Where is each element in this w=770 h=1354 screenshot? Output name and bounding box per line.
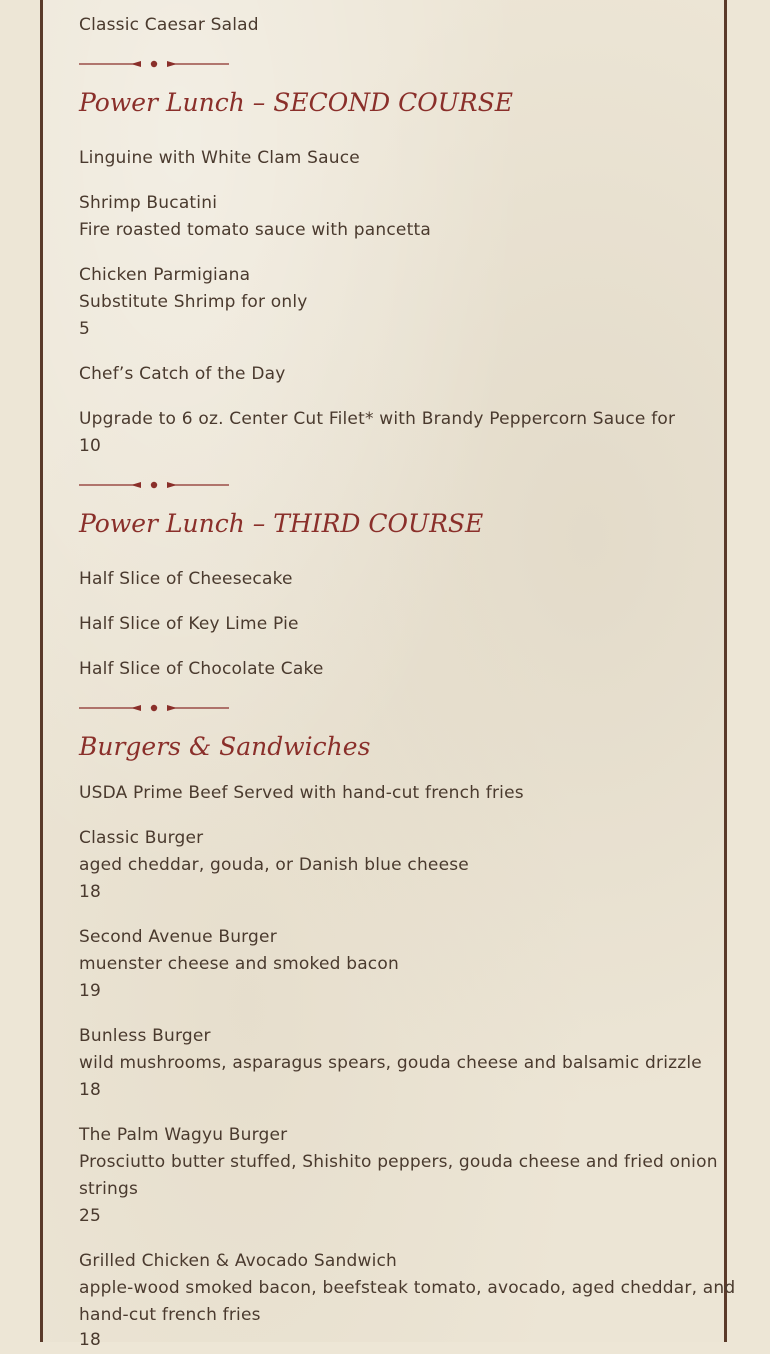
menu-item-name: Upgrade to 6 oz. Center Cut Filet* with Brandy Peppercorn Sauce for: [79, 409, 676, 429]
menu-item-description: wild mushrooms, asparagus spears, gouda cheese and balsamic drizzle: [79, 1053, 702, 1073]
menu-item-description: aged cheddar, gouda, or Danish blue cheese: [79, 855, 469, 875]
menu-item-description: Fire roasted tomato sauce with pancetta: [79, 220, 431, 240]
menu-item-description: hand-cut french fries: [79, 1305, 261, 1325]
menu-item-name: Classic Burger: [79, 828, 204, 848]
menu-item-name: Classic Caesar Salad: [79, 15, 259, 35]
menu-item-price: 5: [79, 319, 91, 339]
menu-item-description: apple-wood smoked bacon, beefsteak tomato, avocado, aged cheddar, and: [79, 1278, 736, 1298]
menu-item-price: 19: [79, 981, 102, 1001]
menu-item-description: Prosciutto butter stuffed, Shishito peppers, gouda cheese and fried onion: [79, 1152, 718, 1172]
menu-item-price: 25: [79, 1206, 102, 1226]
menu-item-price: 18: [79, 1080, 102, 1100]
menu-item-name: Second Avenue Burger: [79, 927, 277, 947]
section-title-burgers: Burgers & Sandwiches: [79, 732, 371, 761]
ornament-divider: [79, 58, 229, 70]
menu-item-name: Linguine with White Clam Sauce: [79, 148, 360, 168]
menu-item-description: strings: [79, 1179, 139, 1199]
menu-item-name: Half Slice of Chocolate Cake: [79, 659, 324, 679]
menu-item-name: Bunless Burger: [79, 1026, 211, 1046]
menu-item-price: 10: [79, 436, 102, 456]
menu-item-name: The Palm Wagyu Burger: [79, 1125, 288, 1145]
menu-item-description: Substitute Shrimp for only: [79, 292, 308, 312]
section-title-second-course: Power Lunch – SECOND COURSE: [79, 88, 514, 117]
menu-item-name: Grilled Chicken & Avocado Sandwich: [79, 1251, 398, 1271]
menu-item-name: Shrimp Bucatini: [79, 193, 218, 213]
menu-item-name: Chicken Parmigiana: [79, 265, 251, 285]
menu-item-description: muenster cheese and smoked bacon: [79, 954, 399, 974]
section-title-third-course: Power Lunch – THIRD COURSE: [79, 509, 484, 538]
menu-item-name: Half Slice of Cheesecake: [79, 569, 293, 589]
menu-item-name: Chef’s Catch of the Day: [79, 364, 286, 384]
ornament-divider: [79, 479, 229, 491]
menu-item-name: Half Slice of Key Lime Pie: [79, 614, 299, 634]
section-intro: USDA Prime Beef Served with hand-cut french fries: [79, 783, 524, 803]
ornament-divider: [79, 702, 229, 714]
menu-item-price: 18: [79, 1330, 102, 1350]
menu-item-price: 18: [79, 882, 102, 902]
